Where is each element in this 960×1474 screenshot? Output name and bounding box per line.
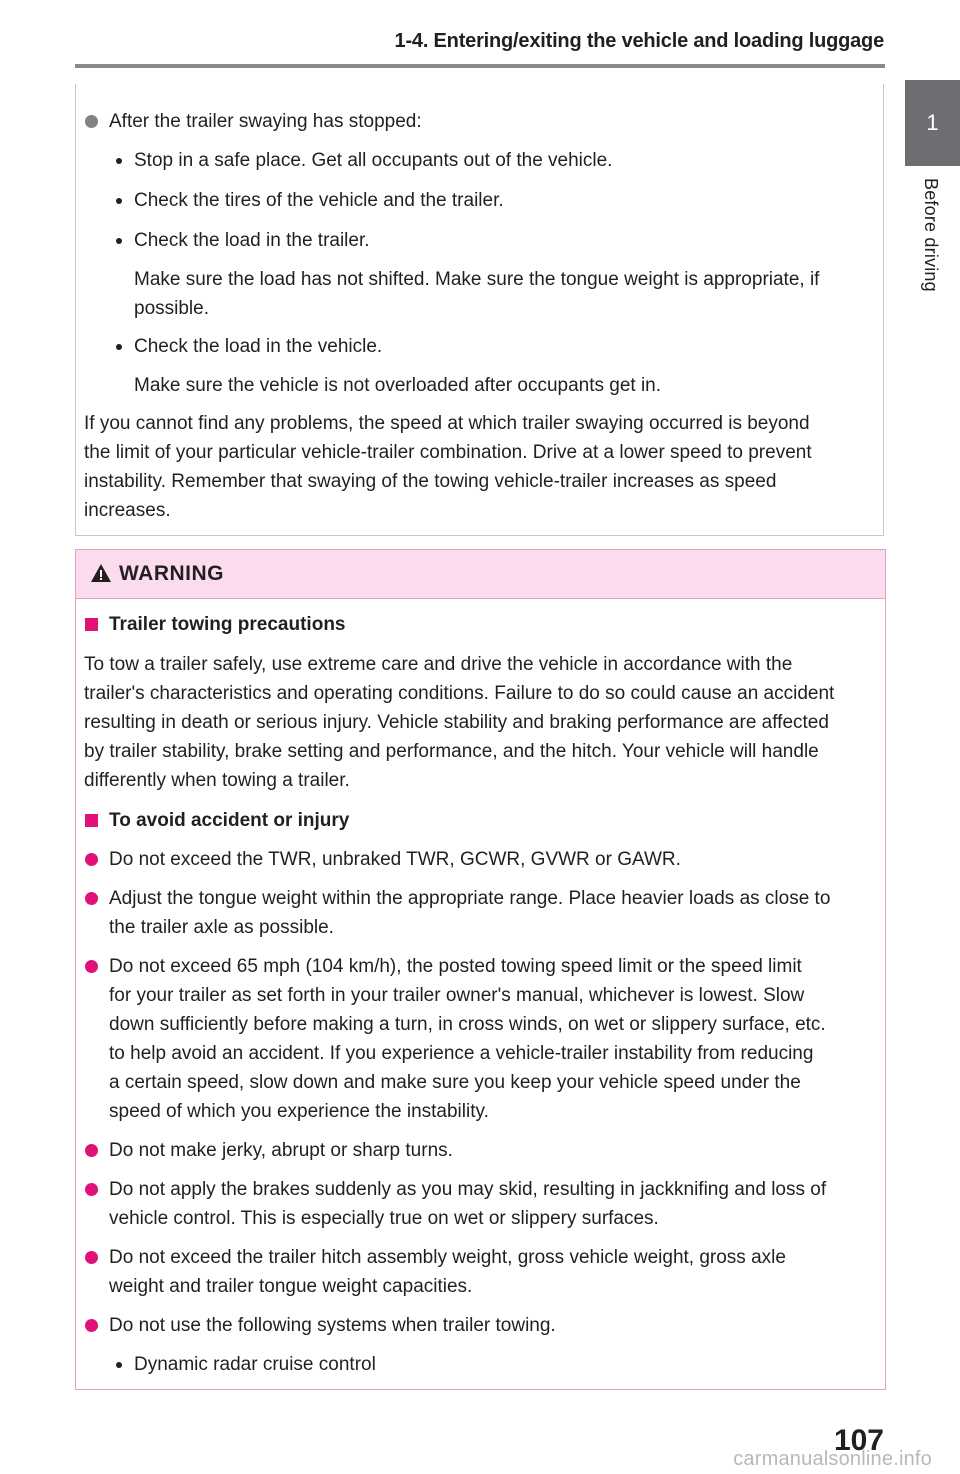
bullet-dot-icon <box>85 960 98 973</box>
info-closing-line: increases. <box>84 500 171 521</box>
small-bullet-icon <box>116 158 122 164</box>
warning-item-line: Do not make jerky, abrupt or sharp turns. <box>109 1140 453 1161</box>
warning-paragraph-line: To tow a trailer safely, use extreme care and drive the vehicle in accordance with the <box>84 654 793 675</box>
info-note: possible. <box>134 298 209 319</box>
warning-item-line: vehicle control. This is especially true on wet or slippery surfaces. <box>109 1208 659 1229</box>
info-note: Make sure the load has not shifted. Make sure the tongue weight is appropriate, if <box>134 269 820 290</box>
warning-item-line: a certain speed, slow down and make sure you keep your vehicle speed under the <box>109 1072 801 1093</box>
bullet-dot-icon <box>85 1183 98 1196</box>
info-closing-line: If you cannot find any problems, the speed at which trailer swaying occurred is beyond <box>84 413 810 434</box>
bullet-dot-icon <box>85 853 98 866</box>
warning-paragraph-line: differently when towing a trailer. <box>84 770 350 791</box>
warning-item-line: for your trailer as set forth in your trailer owner's manual, whichever is lowest. Slow <box>109 985 805 1006</box>
bullet-dot-icon <box>85 892 98 905</box>
watermark: carmanualsonline.info <box>733 1448 932 1470</box>
small-bullet-icon <box>116 198 122 204</box>
info-intro: After the trailer swaying has stopped: <box>109 111 422 132</box>
chapter-label: Before driving <box>921 178 941 292</box>
warning-item-line: Do not exceed the trailer hitch assembly weight, gross vehicle weight, gross axle <box>109 1247 786 1268</box>
info-bullet: Stop in a safe place. Get all occupants out of the vehicle. <box>134 150 613 171</box>
section-heading: Trailer towing precautions <box>109 614 346 635</box>
warning-paragraph-line: trailer's characteristics and operating conditions. Failure to do so could cause an accident <box>84 683 835 704</box>
warning-title: WARNING <box>119 562 224 585</box>
bullet-dot-icon <box>85 115 98 128</box>
info-note: Make sure the vehicle is not overloaded after occupants get in. <box>134 375 662 396</box>
warning-item-line: Do not use the following systems when trailer towing. <box>109 1315 556 1336</box>
chapter-tab[interactable] <box>905 80 960 166</box>
warning-paragraph-line: resulting in death or serious injury. Vehicle stability and braking performance are affected <box>84 712 829 733</box>
info-closing-line: instability. Remember that swaying of the towing vehicle-trailer increases as speed <box>84 471 777 492</box>
info-bullet: Check the tires of the vehicle and the trailer. <box>134 190 504 211</box>
small-bullet-icon <box>116 238 122 244</box>
section-heading: To avoid accident or injury <box>109 810 350 831</box>
warning-sub-bullet: Dynamic radar cruise control <box>134 1354 376 1375</box>
warning-item-line: speed of which you experience the instability. <box>109 1101 489 1122</box>
small-bullet-icon <box>116 344 122 350</box>
section-marker-icon <box>85 618 98 631</box>
section-title: 1-4. Entering/exiting the vehicle and loading luggage <box>394 30 884 52</box>
info-closing-line: the limit of your particular vehicle-trailer combination. Drive at a lower speed to prevent <box>84 442 812 463</box>
info-bullet: Check the load in the trailer. <box>134 230 370 251</box>
warning-triangle-icon <box>90 563 112 583</box>
info-bullet: Check the load in the vehicle. <box>134 336 383 357</box>
warning-item-line: Do not exceed 65 mph (104 km/h), the posted towing speed limit or the speed limit <box>109 956 802 977</box>
warning-item-line: Adjust the tongue weight within the appropriate range. Place heavier loads as close to <box>109 888 831 909</box>
page-number: 107 <box>833 1424 884 1457</box>
warning-box <box>75 549 886 1390</box>
warning-item-line: the trailer axle as possible. <box>109 917 334 938</box>
header-divider <box>75 64 885 68</box>
bullet-dot-icon <box>85 1144 98 1157</box>
warning-paragraph-line: by trailer stability, brake setting and performance, and the hitch. Your vehicle will handle <box>84 741 819 762</box>
chapter-number: 1 <box>926 110 939 135</box>
warning-header <box>76 550 885 599</box>
warning-item-line: down sufficiently before making a turn, in cross winds, on wet or slippery surface, etc. <box>109 1014 826 1035</box>
small-bullet-icon <box>116 1362 122 1368</box>
bullet-dot-icon <box>85 1251 98 1264</box>
section-marker-icon <box>85 814 98 827</box>
trailer-sway-info-box <box>75 84 884 536</box>
warning-item-line: Do not exceed the TWR, unbraked TWR, GCWR, GVWR or GAWR. <box>109 849 681 870</box>
warning-item-line: to help avoid an accident. If you experience a vehicle-trailer instability from reducing <box>109 1043 814 1064</box>
warning-item-line: weight and trailer tongue weight capacities. <box>109 1276 473 1297</box>
warning-item-line: Do not apply the brakes suddenly as you may skid, resulting in jackknifing and loss of <box>109 1179 827 1200</box>
bullet-dot-icon <box>85 1319 98 1332</box>
